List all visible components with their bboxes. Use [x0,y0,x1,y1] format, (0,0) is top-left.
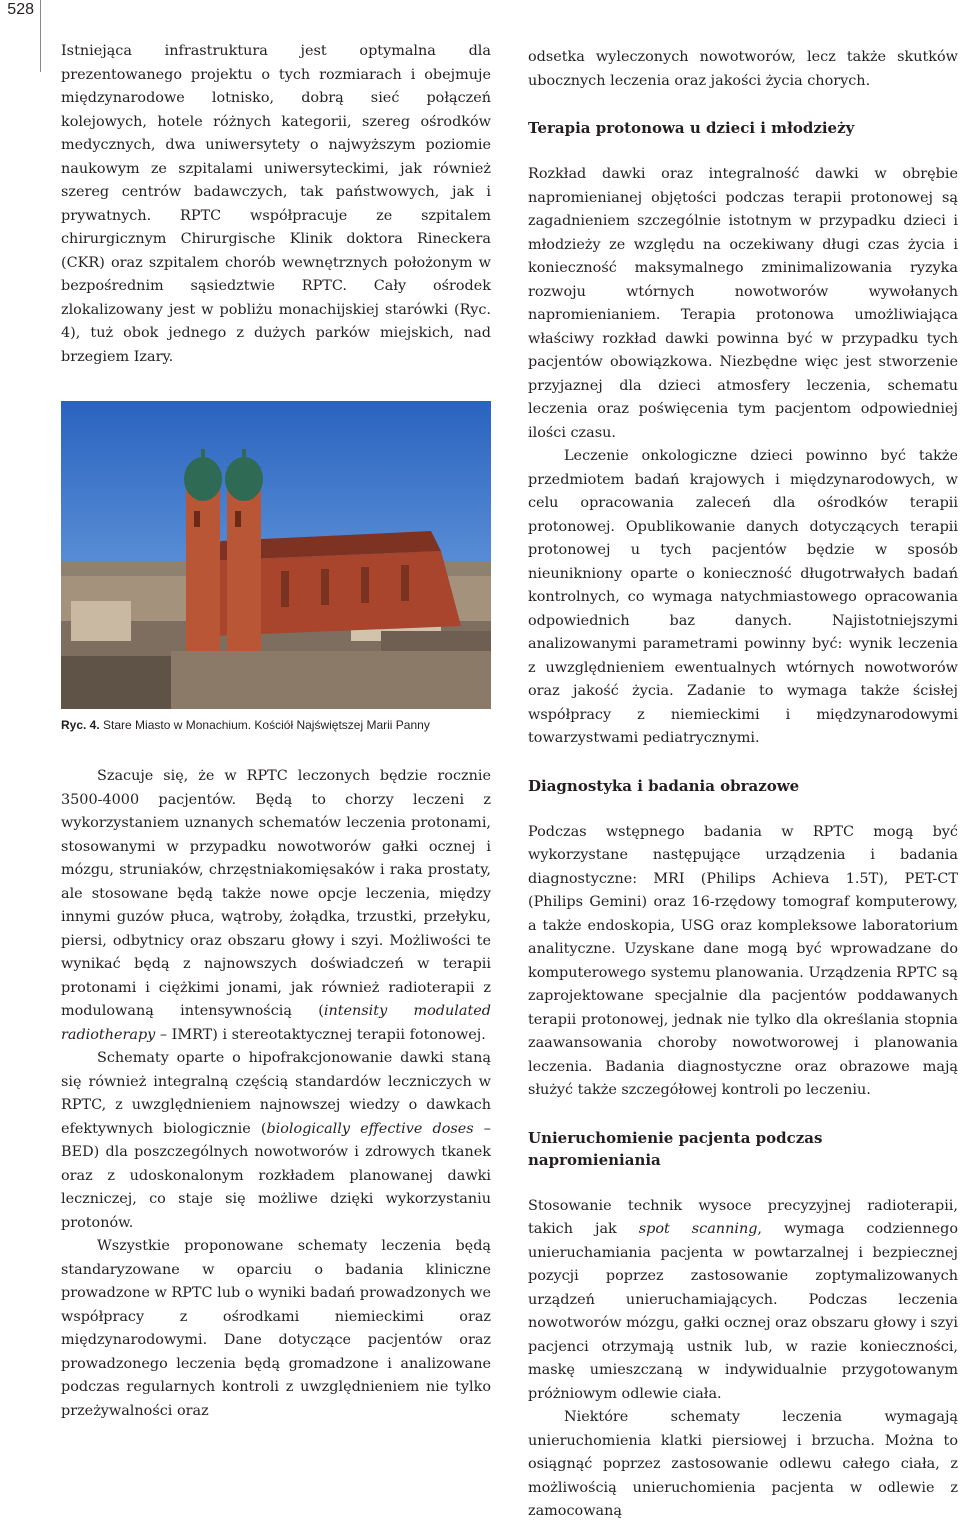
page-rule [40,0,41,72]
left-paragraph-2-end: – IMRT) i stereotaktycznej terapii fotonowej. [155,1026,486,1043]
caption-label: Ryc. 4. [61,718,100,732]
frauenkirche-illustration [61,401,491,709]
left-paragraph-3-italic: biologically effective doses [266,1120,474,1137]
right-paragraph-6: Niektóre schematy leczenia wymagają unieruchomienia klatki piersiowej i brzucha. Można to osiągnąć poprzez zastosowanie odlewu całego ciała, z możliwością unieruchomienia pacjenta w odlewie z zamocowaną [528,1409,958,1519]
section-heading-children: Terapia protonowa u dzieci i młodzieży [528,119,855,137]
section-heading-immobilization: Unieruchomienie pacjenta podczas napromieniania [528,1128,823,1169]
page-number: 528 [7,1,34,18]
right-paragraph-5-italic: spot scanning [638,1221,758,1237]
right-paragraph-4: Podczas wstępnego badania w RPTC mogą być wykorzystane następujące urządzenia i badania diagnostyczne: MRI (Philips Achieva 1.5T), PET-CT (Philips Gemini) oraz 16-rzędowy tomograf komputerowy, a także endoskopia, USG oraz kompleksowe laboratorium analityczne. Uzyskane dane mogą być wprowadzane do komputerowego systemu planowania. Urządzenia RPTC są zaprojektowane specjalnie dla pacjentów poddawanych terapii protonowej, jednak nie tylko dla określania stopnia zaawansowania choroby nowotworowej i planowania leczenia. Badania diagnostyczne oraz obrazowe mają służyć także szczegółowej kontroli po leczeniu. [528,823,958,1098]
caption-text: Stare Miasto w Monachium. Kościół Najświętszej Marii Panny [99,718,430,732]
right-paragraph-2: Rozkład dawki oraz integralność dawki w obrębie napromienianej objętości podczas terapii protonowej są zagadnieniem szczególnie istotnym w przypadku dzieci i młodzieży ze względu na oczekiwany długi czas życia i konieczność maksymalnego zminimalizowania ryzyka rozwoju wtórnych nowotworów wywołanych napromienianiem. Terapia protonowa umożliwiająca właściwy rozkład dawki powinna być w przypadku tych pacjentów obowiązkowa. Niezbędne więc jest stworzenie przyjaznej dla dzieci atmosfery leczenia, schematu leczenia oraz poświęcenia tym pacjentom odpowiedniej ilości czasu. [528,166,958,441]
left-paragraph-3-text: Schematy oparte o hipofrakcjonowanie dawki staną się również integralną częścią standardów leczniczych w RPTC, z uwzględnieniem najnowszej wiedzy o dawkach efektywnych biologicznie ( [61,1050,491,1137]
left-paragraph-3-end: – BED) dla poszczególnych nowotworów i zdrowych tkanek oraz z udoskonalonym rozkładem planowanej dawki leczniczej, co staje się możliwe dzięki wykorzystaniu protonów. [61,1120,491,1231]
figure-caption [61,717,491,733]
right-column [528,46,958,1524]
left-paragraph-3 [61,1047,491,1235]
left-paragraph-1: Istniejąca infrastruktura jest optymalna dla prezentowanego projektu o tych rozmiarach i obejmuje międzynarodowe lotnisko, dobrą sieć połączeń kolejowych, hotele różnych kategorii, szereg ośrodków medycznych, dwa uniwersytety o najwyższym poziomie naukowym ze szpitalami uniwersyteckimi, jak również szereg centrów badawczych, tak państwowych, jak i prywatnych. RPTC współpracuje ze szpitalem chirurgicznym Chirurgische Klinik doktora Rineckera (CKR) oraz szpitalem chorób wewnętrznych położonym w bezpośrednim sąsiedztwie RPTC. Cały ośrodek zlokalizowany jest w pobliżu monachijskiej starówki (Ryc. 4), tuż obok jednego z dużych parków miejskich, nad brzegiem Izary. [61,43,491,365]
munich-photo [61,401,491,709]
left-column [61,40,491,1423]
left-paragraph-2-text: Szacuje się, że w RPTC leczonych będzie rocznie 3500-4000 pacjentów. Będą to chorzy leczeni z wykorzystaniem uznanych schematów leczenia protonami, stosowanymi w przypadku nowotworów gałki ocznej i mózgu, struniaków, chrzęstniakomięsaków i raka prostaty, ale stosowane będą także nowe opcje leczenia, między innymi guzów płuca, wątroby, żołądka, trzustki, przełyku, piersi, odbytnicy oraz obszaru głowy i szyi. Możliwości te wynikać będą z najnowszych doświadczeń w terapii protonami i ciężkimi jonami, jak również radioterapii z modulowaną intensywnością ( [61,768,491,1019]
left-paragraph-4: Wszystkie proponowane schematy leczenia będą standaryzowane w oparciu o badania kliniczne prowadzone w RPTC lub o wyniki badań prowadzonych we współpracy z ośrodkami niemieckimi oraz międzynarodowymi. Dane dotyczące pacjentów oraz prowadzonego leczenia będą gromadzone i analizowane podczas regularnych kontroli z uwzględnieniem nie tylko przeżywalności oraz [61,1238,491,1419]
right-paragraph-1: odsetka wyleczonych nowotworów, lecz także skutków ubocznych leczenia oraz jakości życia chorych. [528,49,958,89]
section-heading-diagnostics: Diagnostyka i badania obrazowe [528,776,800,795]
left-paragraph-2-italic: intensity modulated radiotherapy [61,1003,491,1043]
right-paragraph-5-text: Stosowanie technik wysoce precyzyjnej radioterapii, takich jak [528,1197,958,1237]
left-paragraph-2 [61,765,491,1047]
right-paragraph-5-end: , wymaga codziennego unieruchamiania pacjenta w powtarzalnej i bezpiecznej pozycji poprzez zastosowanie zoptymalizowanych urządzeń unieruchamiających. Podczas leczenia nowotworów mózgu, gałki ocznej oraz obszaru głowy i szyi pacjenci otrzymają ustnik lub, w razie konieczności, maskę umieszczaną w indywidualnie przygotowanym próżniowym odlewie ciała. [528,1221,958,1402]
right-paragraph-5 [528,1195,958,1407]
right-paragraph-3: Leczenie onkologiczne dzieci powinno być także przedmiotem badań krajowych i międzynarodowych, w celu opracowania zaleceń dla ośrodków terapii protonowej. Opublikowanie danych dotyczących terapii protonowej u tych pacjentów będzie w sposób nieunikniony oparte o konieczność długotrwałych badań kontrolnych, co wymaga natychmiastowego opracowania odpowiednich baz danych. Najistotniejszymi analizowanymi parametrami powinny być: wynik leczenia z uwzględnieniem ewentualnych wtórnych nowotworów oraz jakość życia. Zadanie to wymaga także ścisłej współpracy z niemieckimi i międzynarodowymi towarzystwami pediatrycznymi. [528,448,958,746]
